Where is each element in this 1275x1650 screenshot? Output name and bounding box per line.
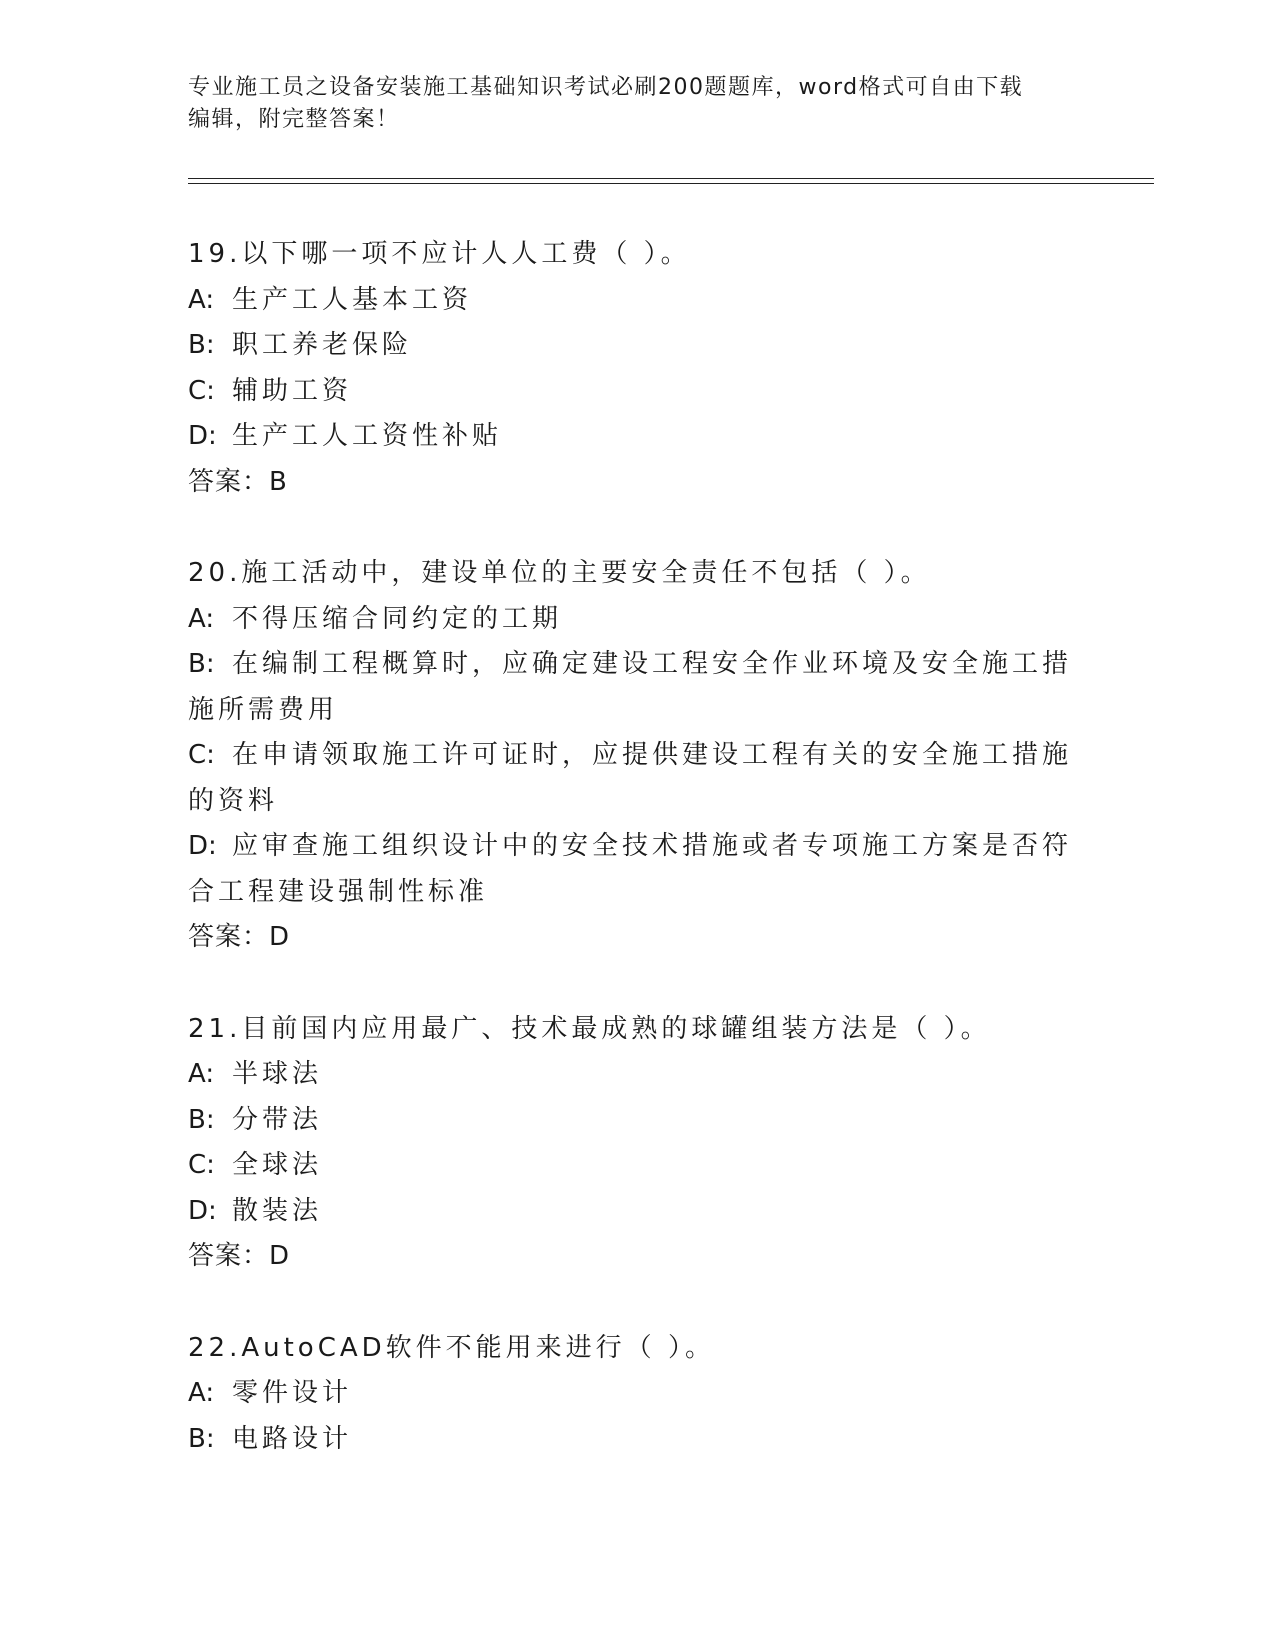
option-text: 不得压缩合同约定的工期 [232,603,563,634]
question-19 [188,232,1078,505]
option-a [188,1052,1078,1098]
option-key: C: [188,740,215,770]
option-a [188,278,1078,324]
option-text: 生产工人工资性补贴 [232,421,503,451]
header-line-1: 专业施工员之设备安装施工基础知识考试必刷200题题库，word格式可自由下载 [188,75,1024,100]
option-c [188,1143,1078,1189]
question-text: 21.目前国内应用最广、技术最成熟的球罐组装方法是（ ）。 [188,1013,991,1044]
option-text: 电路设计 [232,1423,353,1454]
option-text: 半球法 [232,1059,323,1089]
question-21 [188,1007,1078,1280]
option-key: C: [188,375,215,406]
option-a [188,1371,1078,1417]
option-key: A: [188,1059,215,1089]
option-c [188,733,1078,824]
option-key: D: [188,1195,217,1226]
question-20 [188,551,1078,961]
question-text: 22.AutoCAD软件不能用来进行（ ）。 [188,1332,715,1363]
option-key: D: [188,421,217,451]
option-key: A: [188,1378,215,1408]
header-divider-top [188,178,1154,179]
answer-line: 答案：D [188,922,291,952]
option-b [188,323,1078,369]
option-key: C: [188,1150,215,1180]
question-22 [188,1326,1078,1463]
question-text: 19.以下哪一项不应计人人工费（ ）。 [188,239,691,269]
option-text: 辅助工资 [232,375,353,406]
option-text: 全球法 [232,1150,323,1180]
option-text: 职工养老保险 [232,330,413,360]
option-c [188,369,1078,415]
option-d [188,1189,1078,1235]
answer-line: 答案：D [188,1241,291,1271]
option-text: 散装法 [232,1195,323,1226]
option-d [188,824,1078,915]
option-key: B: [188,330,215,360]
option-text: 在申请领取施工许可证时，应提供建设工程有关的安全施工措施的资料 [188,740,1073,816]
option-b [188,1417,1078,1463]
option-text: 生产工人基本工资 [232,284,473,315]
option-key: A: [188,284,215,315]
header-line-2: 编辑，附完整答案！ [188,107,400,132]
option-b [188,1098,1078,1144]
option-key: B: [188,1104,215,1135]
option-a [188,597,1078,643]
option-key: D: [188,831,217,861]
answer-line: 答案：B [188,466,288,497]
document-header [188,72,1068,136]
option-b [188,642,1078,733]
question-list [188,232,1078,1508]
header-divider-bottom [188,183,1154,184]
option-text: 零件设计 [232,1378,353,1408]
question-text: 20.施工活动中，建设单位的主要安全责任不包括（ ）。 [188,558,931,588]
option-text: 分带法 [232,1104,323,1135]
option-key: B: [188,1423,215,1454]
option-d [188,414,1078,460]
option-text: 在编制工程概算时，应确定建设工程安全作业环境及安全施工措施所需费用 [188,649,1073,725]
option-text: 应审查施工组织设计中的安全技术措施或者专项施工方案是否符合工程建设强制性标准 [188,831,1073,907]
option-key: B: [188,649,215,679]
option-key: A: [188,603,215,634]
